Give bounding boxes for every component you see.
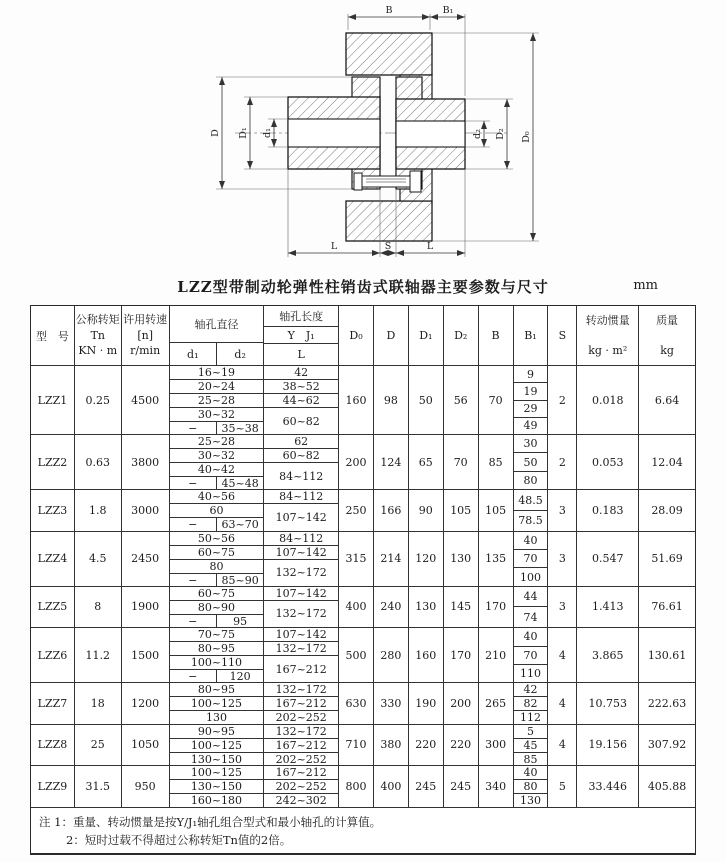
header-inertia	[577, 306, 639, 365]
inertia-cell: 0.547	[577, 532, 639, 586]
header-torque-line2: Tn	[90, 328, 106, 342]
b1-item: 5	[514, 725, 548, 739]
d-cell: 214	[374, 532, 409, 586]
table-row-LZZ7	[31, 683, 695, 724]
d1-cell: 160	[409, 628, 444, 682]
bore-diameter-cell	[170, 587, 265, 627]
b1-item: 30	[514, 435, 548, 453]
b1-cell	[514, 725, 549, 765]
length-item: 132~172	[264, 683, 338, 697]
coupling-drawing	[0, 0, 726, 272]
torque-cell: 18	[75, 683, 122, 723]
table-row-LZZ3	[31, 490, 695, 531]
note-line-2: 2：短时过载不得超过公称转矩Tn值的2倍。	[66, 832, 292, 847]
bore-diameter-cell	[170, 435, 265, 489]
d-cell: 280	[374, 628, 409, 682]
b1-item: 112	[519, 711, 541, 725]
mass-cell: 51.69	[651, 552, 683, 566]
header-torque	[75, 306, 122, 365]
bore-row: 40~56	[170, 490, 264, 504]
length-item: 62	[264, 435, 338, 449]
length-item: 202~252	[275, 752, 327, 766]
torque-cell: 0.63	[75, 435, 122, 489]
bore-row: 80~95	[170, 642, 264, 656]
bore-row: 20~24	[170, 380, 264, 394]
table-row-LZZ9	[31, 766, 695, 807]
bore-length-cell	[264, 435, 339, 489]
b1-item: 70	[514, 647, 548, 665]
b1-cell	[514, 366, 549, 434]
inertia-cell: 33.446	[577, 766, 639, 806]
b1-item: 80	[514, 780, 548, 794]
header-D: D	[374, 306, 409, 365]
bore-row: 16~19	[170, 366, 264, 380]
length-item: 132~172	[275, 566, 327, 580]
bore-row: 25~28	[170, 394, 264, 408]
dim-label-D: D	[210, 129, 221, 137]
s-cell: 4	[548, 683, 577, 723]
length-item: 84~112	[264, 490, 338, 504]
length-item: 60~82	[282, 414, 320, 428]
d-cell: 98	[374, 366, 409, 434]
torque-cell: 8	[75, 587, 122, 627]
b-cell: 135	[479, 532, 514, 586]
bore-diameter-cell	[170, 766, 265, 806]
bore-length-cell	[264, 366, 339, 434]
d0-cell: 315	[339, 532, 374, 586]
mass-cell: 405.88	[647, 779, 687, 793]
inertia-cell: 3.865	[577, 628, 639, 682]
b1-item: 49	[523, 419, 538, 433]
torque-cell: 4.5	[75, 532, 122, 586]
bore-d1: −	[170, 477, 217, 490]
model-cell: LZZ1	[31, 366, 75, 434]
b1-item: 29	[514, 401, 548, 418]
length-item: 60~82	[264, 449, 338, 463]
b-cell: 105	[479, 490, 514, 530]
header-bore-dia-title: 轴孔直径	[170, 306, 264, 343]
b1-item: 100	[519, 570, 541, 584]
inertia-cell: 19.156	[577, 725, 639, 765]
b1-item: 110	[519, 667, 541, 681]
header-speed-line2: [n]	[137, 328, 153, 342]
bore-row: 30~32	[170, 449, 264, 463]
b1-cell	[514, 532, 549, 586]
bore-length-cell	[264, 490, 339, 530]
b-cell: 210	[479, 628, 514, 682]
bore-diameter-cell	[170, 628, 265, 682]
bore-row: 30~32	[170, 408, 264, 422]
b1-item: 85	[523, 752, 538, 766]
mass-cell: 12.04	[651, 455, 683, 469]
table-notes	[31, 808, 695, 854]
mass-cell: 6.64	[654, 393, 680, 407]
header-B: B	[479, 306, 514, 365]
b-cell: 170	[479, 587, 514, 627]
inertia-cell: 0.053	[577, 435, 639, 489]
header-D2: D₂	[444, 306, 479, 365]
mass-cell: 76.61	[651, 600, 683, 614]
length-item: 42	[264, 366, 338, 380]
length-item: 202~252	[264, 780, 338, 794]
d1-cell: 190	[409, 683, 444, 723]
d2-cell: 220	[444, 725, 479, 765]
length-item: 167~212	[275, 662, 327, 676]
page-title: LZZ型带制动轮弹性柱销齿式联轴器主要参数与尺寸	[177, 278, 549, 296]
d1-cell: 50	[409, 366, 444, 434]
d0-cell: 710	[339, 725, 374, 765]
mass-cell: 130.61	[647, 648, 687, 662]
bore-row	[170, 477, 264, 490]
mass-cell: 307.92	[647, 738, 687, 752]
d2-cell: 170	[444, 628, 479, 682]
b1-item: 9	[514, 366, 548, 383]
length-item: 38~52	[264, 380, 338, 394]
bore-row	[170, 615, 264, 628]
table-row-LZZ4	[31, 532, 695, 587]
length-item: 202~252	[275, 711, 327, 725]
model-cell: LZZ9	[31, 766, 75, 806]
header-model: 型 号	[31, 306, 75, 365]
bore-row: 100~125	[170, 766, 264, 780]
b1-item: 70	[514, 550, 548, 568]
bore-row: 50~56	[170, 532, 264, 546]
header-S: S	[548, 306, 577, 365]
header-mass-line1: 质量	[656, 314, 679, 328]
inertia-cell: 0.183	[577, 490, 639, 530]
bore-row: 80	[170, 560, 264, 574]
b-cell: 340	[479, 766, 514, 806]
bore-length-cell	[264, 628, 339, 682]
table-row-LZZ2	[31, 435, 695, 490]
bore-d1: −	[170, 670, 217, 683]
bore-d2: 63~70	[221, 518, 259, 532]
bore-diameter-cell	[170, 532, 265, 586]
table-row-LZZ6	[31, 628, 695, 683]
d1-cell: 90	[409, 490, 444, 530]
speed-cell: 4500	[122, 366, 170, 434]
length-item: 84~112	[279, 469, 324, 483]
bore-row	[170, 574, 264, 587]
d0-cell: 800	[339, 766, 374, 806]
header-yj1: Y J₁	[264, 327, 338, 344]
bore-row: 80~90	[170, 601, 264, 615]
torque-cell: 1.8	[75, 490, 122, 530]
d1-cell: 130	[409, 587, 444, 627]
d1-cell: 65	[409, 435, 444, 489]
table-body	[31, 366, 695, 808]
d0-cell: 400	[339, 587, 374, 627]
speed-cell: 3000	[122, 490, 170, 530]
length-item: 107~142	[275, 510, 327, 524]
b1-cell	[514, 435, 549, 489]
d-cell: 330	[374, 683, 409, 723]
dim-label-S: S	[384, 241, 392, 252]
length-item: 132~172	[264, 642, 338, 656]
bore-diameter-cell	[170, 490, 265, 530]
header-B1: B₁	[514, 306, 549, 365]
d0-cell: 160	[339, 366, 374, 434]
speed-cell: 950	[122, 766, 170, 806]
s-cell: 2	[548, 366, 577, 434]
bore-row: 130	[205, 711, 227, 725]
length-item: 167~212	[264, 739, 338, 753]
bore-row: 40~42	[170, 463, 264, 477]
table-row-LZZ8	[31, 725, 695, 766]
header-inertia-line1: 转动惯量	[585, 314, 630, 328]
header-d2: d₂	[234, 347, 246, 361]
d0-cell: 250	[339, 490, 374, 530]
b1-item: 19	[514, 383, 548, 400]
b1-item: 80	[523, 473, 538, 487]
speed-cell: 1200	[122, 683, 170, 723]
bore-row: 60	[170, 504, 264, 518]
mass-cell: 222.63	[647, 697, 687, 711]
header-torque-line3: KN · m	[78, 344, 118, 358]
brake-wheel-rim-top	[346, 33, 432, 75]
b1-item: 78.5	[518, 514, 543, 528]
speed-cell: 1500	[122, 628, 170, 682]
b1-item: 74	[523, 610, 538, 624]
b-cell: 300	[479, 725, 514, 765]
header-bore-length	[264, 306, 339, 365]
bore-d1: −	[170, 574, 217, 587]
length-item: 242~302	[275, 794, 327, 808]
b1-cell	[514, 490, 549, 530]
d0-cell: 500	[339, 628, 374, 682]
dim-label-B1: B₁	[442, 5, 454, 16]
b1-item: 82	[514, 697, 548, 711]
length-item: 167~212	[264, 697, 338, 711]
table-row-LZZ1	[31, 366, 695, 435]
s-cell: 3	[548, 490, 577, 530]
d2-cell: 130	[444, 532, 479, 586]
table-header	[31, 306, 695, 366]
speed-cell: 1050	[122, 725, 170, 765]
b1-item: 42	[514, 683, 548, 697]
b1-cell	[514, 628, 549, 682]
bore-d1: −	[170, 518, 217, 531]
bore-d1: −	[170, 422, 217, 435]
b-cell: 70	[479, 366, 514, 434]
d1-cell: 120	[409, 532, 444, 586]
d-cell: 380	[374, 725, 409, 765]
header-l: L	[297, 348, 305, 361]
dim-label-d2: d₂	[472, 129, 483, 139]
length-item: 167~212	[264, 766, 338, 780]
inertia-cell: 1.413	[577, 587, 639, 627]
header-speed	[122, 306, 170, 365]
torque-cell: 11.2	[75, 628, 122, 682]
dim-label-B: B	[385, 5, 393, 16]
model-cell: LZZ8	[31, 725, 75, 765]
bore-row: 90~95	[170, 725, 264, 739]
model-cell: LZZ2	[31, 435, 75, 489]
brake-wheel-rim-bottom	[346, 201, 432, 241]
bore-length-cell	[264, 587, 339, 627]
d-cell: 124	[374, 435, 409, 489]
model-cell: LZZ6	[31, 628, 75, 682]
bore-length-cell	[264, 683, 339, 723]
speed-cell: 2450	[122, 532, 170, 586]
bore-row: 100~125	[170, 739, 264, 753]
d-cell: 240	[374, 587, 409, 627]
table-row-LZZ5	[31, 587, 695, 628]
bore-row: 130~150	[190, 752, 243, 766]
dim-label-L-right: L	[426, 241, 434, 252]
b1-cell	[514, 587, 549, 627]
b1-item: 45	[514, 739, 548, 753]
length-item: 107~142	[264, 546, 338, 560]
b1-item: 40	[514, 628, 548, 646]
torque-cell: 31.5	[75, 766, 122, 806]
d2-cell: 56	[444, 366, 479, 434]
length-item: 132~172	[275, 607, 327, 621]
d2-cell: 105	[444, 490, 479, 530]
b-cell: 85	[479, 435, 514, 489]
bore-row: 60~75	[170, 546, 264, 560]
d1-cell: 220	[409, 725, 444, 765]
torque-cell: 25	[75, 725, 122, 765]
dim-label-D2: D₂	[495, 128, 506, 140]
inertia-cell: 0.018	[577, 366, 639, 434]
d2-cell: 200	[444, 683, 479, 723]
length-item: 44~62	[264, 394, 338, 408]
model-cell: LZZ3	[31, 490, 75, 530]
bore-row: 130~150	[170, 780, 264, 794]
length-item: 132~172	[264, 725, 338, 739]
model-cell: LZZ4	[31, 532, 75, 586]
header-D0: D₀	[339, 306, 374, 365]
unit-label: mm	[633, 278, 658, 293]
header-mass-line2: kg	[660, 343, 674, 357]
bore-row	[170, 518, 264, 531]
b1-item: 48.5	[514, 490, 548, 511]
bore-length-cell	[264, 532, 339, 586]
header-mass	[639, 306, 695, 365]
table-titlebar	[0, 276, 726, 297]
header-D1: D₁	[409, 306, 444, 365]
header-d1: d₁	[170, 343, 217, 365]
bore-row: 160~180	[190, 794, 243, 808]
note-line-1: 注 1：重量、转动惯量是按Y/J₁轴孔组合型式和最小轴孔的计算值。	[39, 814, 382, 829]
bore-d2: 35~38	[221, 422, 259, 435]
dim-label-D1: D₁	[238, 127, 249, 139]
b1-cell	[514, 683, 549, 723]
s-cell: 3	[548, 532, 577, 586]
bore-length-cell	[264, 766, 339, 806]
b-cell: 265	[479, 683, 514, 723]
bore-d2: 95	[233, 614, 248, 628]
length-item: 84~112	[264, 532, 338, 546]
bore-diameter-cell	[170, 683, 265, 723]
bore-row: 100~110	[170, 656, 264, 670]
model-cell: LZZ5	[31, 587, 75, 627]
spec-table	[30, 305, 696, 855]
inertia-cell: 10.753	[577, 683, 639, 723]
mass-cell: 28.09	[651, 503, 683, 517]
s-cell: 5	[548, 766, 577, 806]
bore-row: 100~125	[170, 697, 264, 711]
d0-cell: 200	[339, 435, 374, 489]
length-item: 107~142	[264, 628, 338, 642]
dim-label-D0: D₀	[521, 131, 532, 143]
bore-row: 70~75	[170, 628, 264, 642]
bore-diameter-cell	[170, 725, 265, 765]
b1-cell	[514, 766, 549, 806]
bore-row	[170, 670, 264, 683]
b1-item: 40	[514, 766, 548, 780]
bore-length-cell	[264, 725, 339, 765]
d-cell: 400	[374, 766, 409, 806]
speed-cell: 3800	[122, 435, 170, 489]
s-cell: 4	[548, 628, 577, 682]
header-speed-line3: r/min	[130, 344, 161, 358]
header-inertia-line2: kg · m²	[588, 343, 628, 357]
bore-d2: 45~48	[221, 477, 259, 490]
s-cell: 4	[548, 725, 577, 765]
header-bore-diameter	[170, 306, 265, 365]
bore-diameter-cell	[170, 366, 265, 434]
d2-cell: 70	[444, 435, 479, 489]
bore-row: 80~95	[170, 683, 264, 697]
bore-row: 60~75	[170, 587, 264, 601]
bore-d2: 120	[229, 670, 251, 684]
length-item: 107~142	[264, 587, 338, 601]
bore-d2: 85~90	[221, 573, 259, 587]
bore-row	[170, 422, 264, 435]
s-cell: 2	[548, 435, 577, 489]
b1-item: 40	[514, 532, 548, 550]
left-bore	[288, 119, 380, 147]
header-torque-line1: 公称转矩	[75, 313, 120, 327]
d-cell: 166	[374, 490, 409, 530]
speed-cell: 1900	[122, 587, 170, 627]
b1-item: 130	[519, 794, 541, 808]
torque-cell: 0.25	[75, 366, 122, 434]
b1-item: 44	[514, 587, 548, 608]
b1-item: 50	[514, 453, 548, 471]
coupling-section-view	[0, 0, 726, 272]
bore-row: 25~28	[170, 435, 264, 449]
header-bore-len-title: 轴孔长度	[264, 306, 338, 327]
s-cell: 3	[548, 587, 577, 627]
header-speed-line1: 许用转速	[123, 313, 168, 327]
dim-label-d1: d₁	[262, 128, 273, 138]
d2-cell: 245	[444, 766, 479, 806]
right-bore	[396, 121, 465, 147]
d2-cell: 145	[444, 587, 479, 627]
d1-cell: 245	[409, 766, 444, 806]
bore-d1: −	[170, 615, 217, 628]
d0-cell: 630	[339, 683, 374, 723]
dim-label-L-left: L	[330, 241, 338, 252]
model-cell: LZZ7	[31, 683, 75, 723]
